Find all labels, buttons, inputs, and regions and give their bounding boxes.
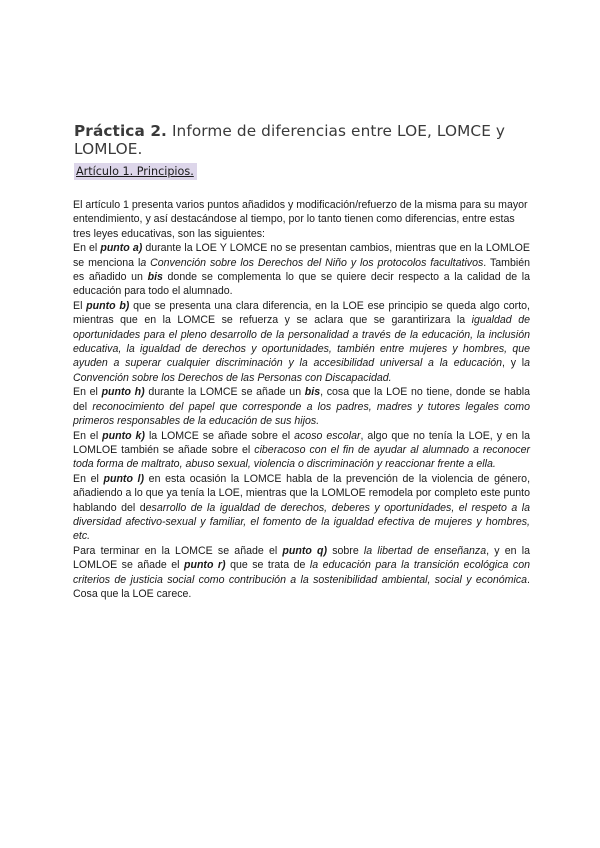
italic-text: esarrollo de la igualdad de derechos, deberes y oportunidades, el respeto a la diversidad afectivo-sexual y familiar, el fomento de la igualdad efectiva de mujeres y hombres, etc. [73,501,530,543]
keyword: punto r) [184,559,226,572]
italic-text: la educación para la transición ecológica con criterios de justicia social como contribución a la sostenibilidad ambiental, social y económica [73,559,530,586]
paragraph-point-q [73,544,530,602]
text: Para terminar en la LOMCE se añade el [73,544,283,557]
paragraph-point-l [73,472,530,544]
keyword: punto a) [100,242,143,255]
text: El [73,299,87,312]
italic-text: ciberacoso con el fin de ayudar al alumnado a reconocer toda forma de maltrato, abuso sexual, violencia o discriminación y reaccionar frente a ella. [73,443,530,471]
italic-text: la libertad de enseñanza [363,544,487,557]
paragraph-point-b [73,299,530,385]
text: , cosa que la LOE no tiene, donde se habla del [73,386,530,413]
text: En el [73,472,104,485]
keyword: punto q) [282,544,328,557]
title-rest: Informe de diferencias entre LOE, LOMCE y LOMLOE. [74,122,506,158]
section-heading: Artículo 1. Principios. [74,163,197,180]
document-title [74,122,574,158]
title-bold: Práctica 2. [74,122,167,140]
keyword: punto l) [103,472,145,485]
keyword: punto h) [101,386,145,399]
text: donde se complementa lo que se quiere decir respecto a la calidad de la educación para todo el alumnado. [73,271,530,298]
text: que se trata de [225,559,310,572]
italic-text: igualdad de oportunidades para el pleno desarrollo de la personalidad a través de la educación, la inclusión educativa, la igualdad de derechos y oportunidades, también entre mujeres y hombres, que ayuden a superar cualquier discriminación y la accesibilidad universal a la educación [73,314,530,370]
text: en esta ocasión la LOMCE habla de la prevención de la violencia de género, añadiendo a lo que ya tenía la LOE, mientras que la LOMLOE remodela por completo este punto hablando del d [73,472,531,514]
text: la LOMCE se añade sobre el [144,429,295,442]
paragraph-point-a [73,241,530,299]
italic-text: acoso escolar [294,429,361,442]
text: En el [73,429,103,442]
text: , y l [502,357,525,370]
paragraph-intro: El artículo 1 presenta varios puntos añadidos y modificación/refuerzo de la misma para su mayor entendimiento, y así destacándose al tiempo, por lo tanto tienen como diferencias, entre estas tres leyes educativas, son las siguientes: [73,199,528,240]
italic-text: a Convención sobre los Derechos del Niño y los protocolos facultativos [140,256,484,269]
italic-text: reconocimiento del papel que corresponde a los padres, madres y tutores legales como primeros responsables de la educación de sus hijos. [73,400,530,428]
keyword: punto k) [102,429,145,442]
text: . También es añadido un [73,256,530,284]
document-body [73,198,530,601]
text: . Cosa que la LOE carece. [73,573,530,600]
text: durante la LOE Y LOMCE no se presentan cambios, mientras que en la LOMLOE se menciona l [73,242,530,269]
text: , algo que no tenía la LOE, y en la LOMLOE también se añade sobre el [73,429,530,456]
text: que se presenta una clara diferencia, en la LOE ese principio se queda algo corto, mientras que en la LOMCE se refuerza y se aclara que se garantirizara la [73,299,530,327]
text: En el [73,386,102,399]
italic-text: a Convención sobre los Derechos de las Personas con Discapacidad. [73,357,531,384]
text: sobre [327,544,364,557]
paragraph-point-h [73,385,530,428]
text: En el [73,242,101,255]
text: durante la LOMCE se añade un [144,386,305,399]
keyword: bis [147,271,163,284]
text: , y en la LOMLOE se añade el [73,544,530,572]
paragraph-point-k [73,429,530,472]
keyword: bis [304,386,321,399]
keyword: punto b) [86,299,130,312]
